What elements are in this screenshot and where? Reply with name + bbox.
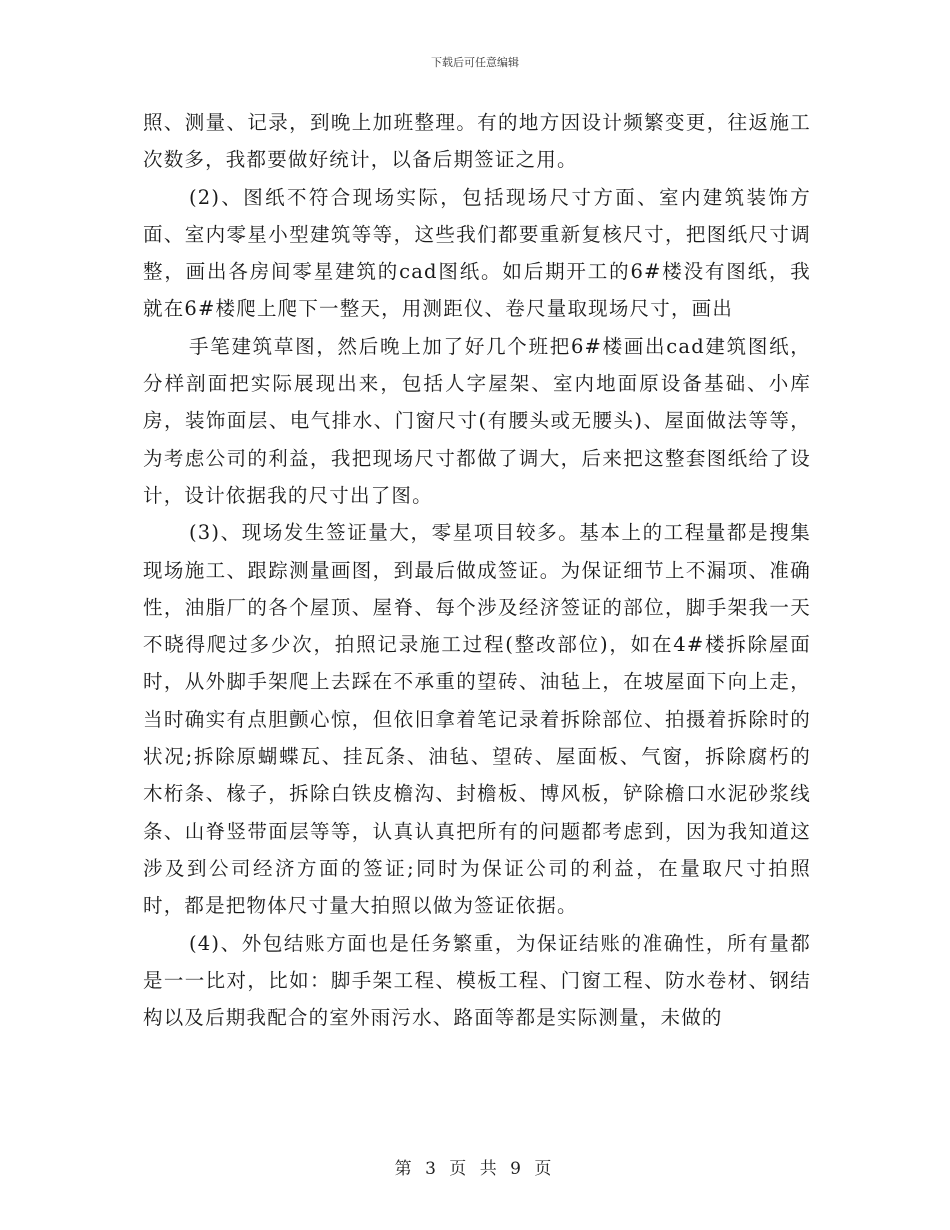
- paragraph-item-3: (3)、现场发生签证量大，零星项目较多。基本上的工程量都是搜集现场施工、跟踪测量画图，到最后做成签证。为保证细节上不漏项、准确性，油脂厂的各个屋顶、屋脊、每个涉及经济签证的部位，脚手架我一天不晓得爬过多少次，拍照记录施工过程(整改部位)，如在4#楼拆除屋面时，从外脚手架爬上去踩在不承重的望砖、油毡上，在坡屋面下向上走，当时确实有点胆颤心惊，但依旧拿着笔记录着拆除部位、拍摄着拆除时的状况;拆除原蝴蝶瓦、挂瓦条、油毡、望砖、屋面板、气窗，拆除腐朽的木桁条、椽子，拆除白铁皮檐沟、封檐板、博风板，铲除檐口水泥砂浆线条、山脊竖带面层等等，认真认真把所有的问题都考虑到，因为我知道这涉及到公司经济方面的签证;同时为保证公司的利益，在量取尺寸拍照时，都是把物体尺寸量大拍照以做为签证依据。: [143, 521, 811, 918]
- page-number: 第 3 页 共 9 页: [394, 1159, 556, 1179]
- page-header-note: 下载后可任意编辑: [431, 56, 519, 69]
- document-body: [143, 104, 811, 1036]
- paragraph-item-4: (4)、外包结账方面也是任务繁重，为保证结账的准确性，所有量都是一一比对，比如：脚手架工程、模板工程、门窗工程、防水卷材、钢结构以及后期我配合的室外雨污水、路面等都是实际测量，未做的: [143, 931, 811, 1030]
- paragraph-item-2: (2)、图纸不符合现场实际，包括现场尺寸方面、室内建筑装饰方面、室内零星小型建筑等等，这些我们都要重新复核尺寸，把图纸尺寸调整，画出各房间零星建筑的cad图纸。如后期开工的6#楼没有图纸，我就在6#楼爬上爬下一整天，用测距仪、卷尺量取现场尺寸，画出: [143, 185, 811, 321]
- paragraph-continuation: 照、测量、记录，到晚上加班整理。有的地方因设计频繁变更，往返施工次数多，我都要做好统计，以备后期签证之用。: [143, 111, 811, 172]
- paragraph-sketch: 手笔建筑草图，然后晚上加了好几个班把6#楼画出cad建筑图纸，分样剖面把实际展现出来，包括人字屋架、室内地面原设备基础、小库房，装饰面层、电气排水、门窗尺寸(有腰头或无腰头)、屋面做法等等，为考虑公司的利益，我把现场尺寸都做了调大，后来把这整套图纸给了设计，设计依据我的尺寸出了图。: [143, 334, 811, 507]
